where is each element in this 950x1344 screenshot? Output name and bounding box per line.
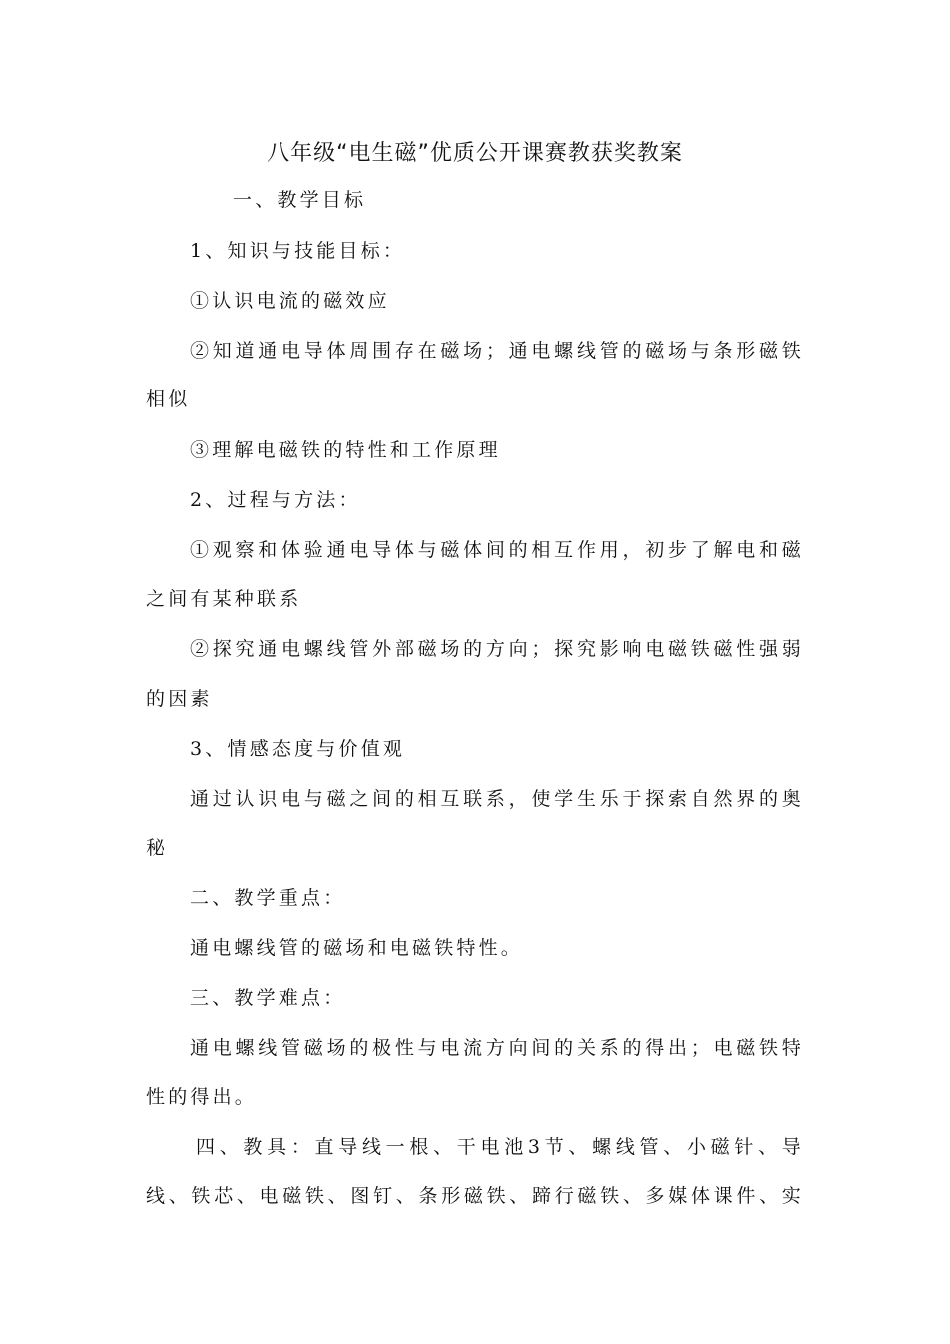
paragraph-line: ③理解电磁铁的特性和工作原理 [190,439,501,461]
paragraph-line: 的因素 [146,688,213,710]
paragraph-line: 通电螺线管的磁场和电磁铁特性。 [190,937,524,959]
paragraph-line: 通电螺线管磁场的极性与电流方向间的关系的得出；电磁铁特 [190,1037,804,1059]
subheading-attitudes-values: 3、情感态度与价值观 [190,738,406,760]
paragraph-line: ②探究通电螺线管外部磁场的方向；探究影响电磁铁磁性强弱 [190,638,804,660]
subheading-process-methods: 2、过程与方法： [190,489,361,511]
paragraph-line: ①观察和体验通电导体与磁体间的相互作用，初步了解电和磁 [190,539,804,561]
section-heading-key-points: 二、教学重点： [190,887,346,909]
section-heading-objectives: 一、教学目标 [233,189,367,211]
document-title: 八年级“电生磁”优质公开课赛教获奖教案 [267,141,683,166]
paragraph-line: 性的得出。 [146,1086,258,1108]
paragraph-line: 之间有某种联系 [146,588,302,610]
section-heading-teaching-aids: 四、教具：直导线一根、干电池3节、螺线管、小磁针、导 [196,1136,804,1158]
paragraph-line: ①认识电流的磁效应 [190,290,390,312]
paragraph-line: ②知道通电导体周围存在磁场；通电螺线管的磁场与条形磁铁 [190,340,804,362]
paragraph-line: 秘 [146,837,169,859]
paragraph-line: 线、铁芯、电磁铁、图钉、条形磁铁、蹄行磁铁、多媒体课件、实 [146,1185,804,1207]
paragraph-line: 通过认识电与磁之间的相互联系，使学生乐于探索自然界的奥 [190,788,804,810]
subheading-knowledge-skills: 1、知识与技能目标： [190,240,406,262]
section-heading-difficulties: 三、教学难点： [190,987,346,1009]
paragraph-line: 相似 [146,388,191,410]
